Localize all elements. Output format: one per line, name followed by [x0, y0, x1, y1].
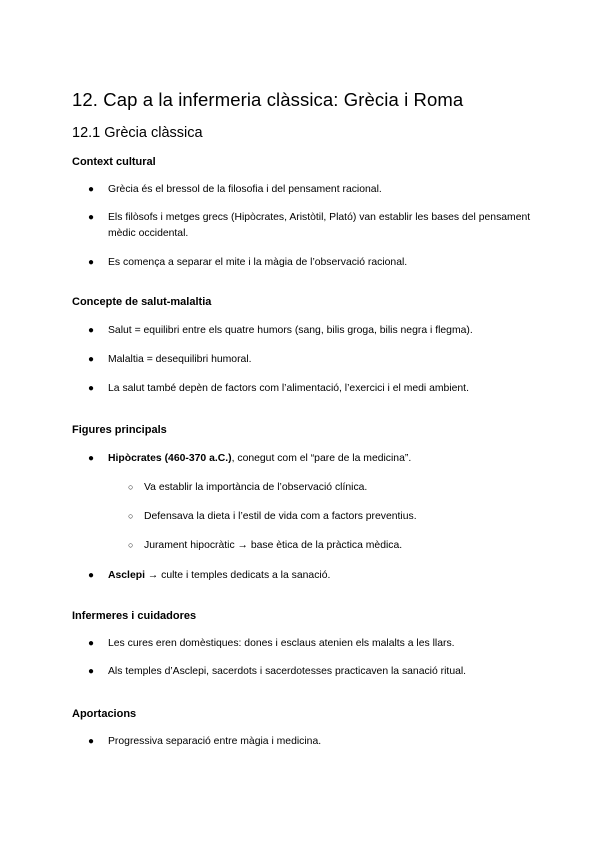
contributions-heading: Aportacions: [72, 708, 137, 720]
bullet-icon: ●: [88, 383, 95, 394]
list-item: ● Asclepi → culte i temples dedicats a la sanació.: [72, 568, 532, 584]
bullet-icon: ●: [88, 570, 95, 581]
asclepi-name: Asclepi: [108, 570, 145, 581]
hippocrates-name: Hipòcrates (460-370 a.C.): [108, 453, 232, 464]
bullet-icon: ●: [88, 666, 95, 677]
context-heading: Context cultural: [72, 156, 156, 168]
concept-heading: Concepte de salut-malaltia: [72, 296, 212, 308]
bullet-icon: ●: [88, 736, 95, 747]
list-item: ● Grècia és el bressol de la filosofia i del pensament racional.: [72, 182, 532, 198]
list-item: ● Els filòsofs i metges grecs (Hipòcrates, Aristòtil, Plató) van establir les bases del pensament mèdic occidental.: [88, 212, 531, 239]
list-item: ● Progressiva separació entre màgia i medicina.: [72, 734, 532, 750]
nurses-heading: Infermeres i cuidadores: [72, 610, 197, 622]
sub-bullet-icon: ○: [128, 511, 134, 521]
figures-heading: Figures principals: [72, 424, 167, 436]
bullet-icon: ●: [88, 212, 95, 223]
page-title: 12. Cap a la infermeria clàssica: Grècia i Roma: [72, 89, 464, 110]
bullet-icon: ●: [88, 453, 95, 464]
list-item: ● La salut també depèn de factors com l’alimentació, l’exercici i el medi ambient.: [72, 381, 532, 397]
list-item: ● Salut = equilibri entre els quatre humors (sang, bilis groga, bilis negra i flegma).: [72, 323, 532, 339]
list-item: ● Hipòcrates (460-370 a.C.), conegut com el “pare de la medicina”.: [72, 451, 532, 467]
bullet-icon: ●: [88, 354, 95, 365]
sub-list-item: ○ Defensava la dieta i l’estil de vida com a factors preventius.: [72, 509, 532, 525]
sub-list-item: ○ Jurament hipocràtic → base ètica de la pràctica mèdica.: [72, 538, 532, 554]
list-item: ● Les cures eren domèstiques: dones i esclaus atenien els malalts a les llars.: [72, 636, 532, 652]
list-item: ● Malaltia = desequilibri humoral.: [72, 352, 532, 368]
bullet-icon: ●: [88, 257, 95, 268]
bullet-icon: ●: [88, 184, 95, 195]
sub-bullet-icon: ○: [128, 540, 134, 550]
list-item: ● Es comença a separar el mite i la màgia de l’observació racional.: [72, 255, 532, 271]
sub-list-item: ○ Va establir la importància de l’observació clínica.: [72, 480, 532, 496]
bullet-icon: ●: [88, 638, 95, 649]
section-heading: 12.1 Grècia clàssica: [72, 125, 203, 141]
bullet-icon: ●: [88, 325, 95, 336]
sub-bullet-icon: ○: [128, 482, 134, 492]
list-item: ● Als temples d’Asclepi, sacerdots i sacerdotesses practicaven la sanació ritual.: [72, 664, 532, 680]
